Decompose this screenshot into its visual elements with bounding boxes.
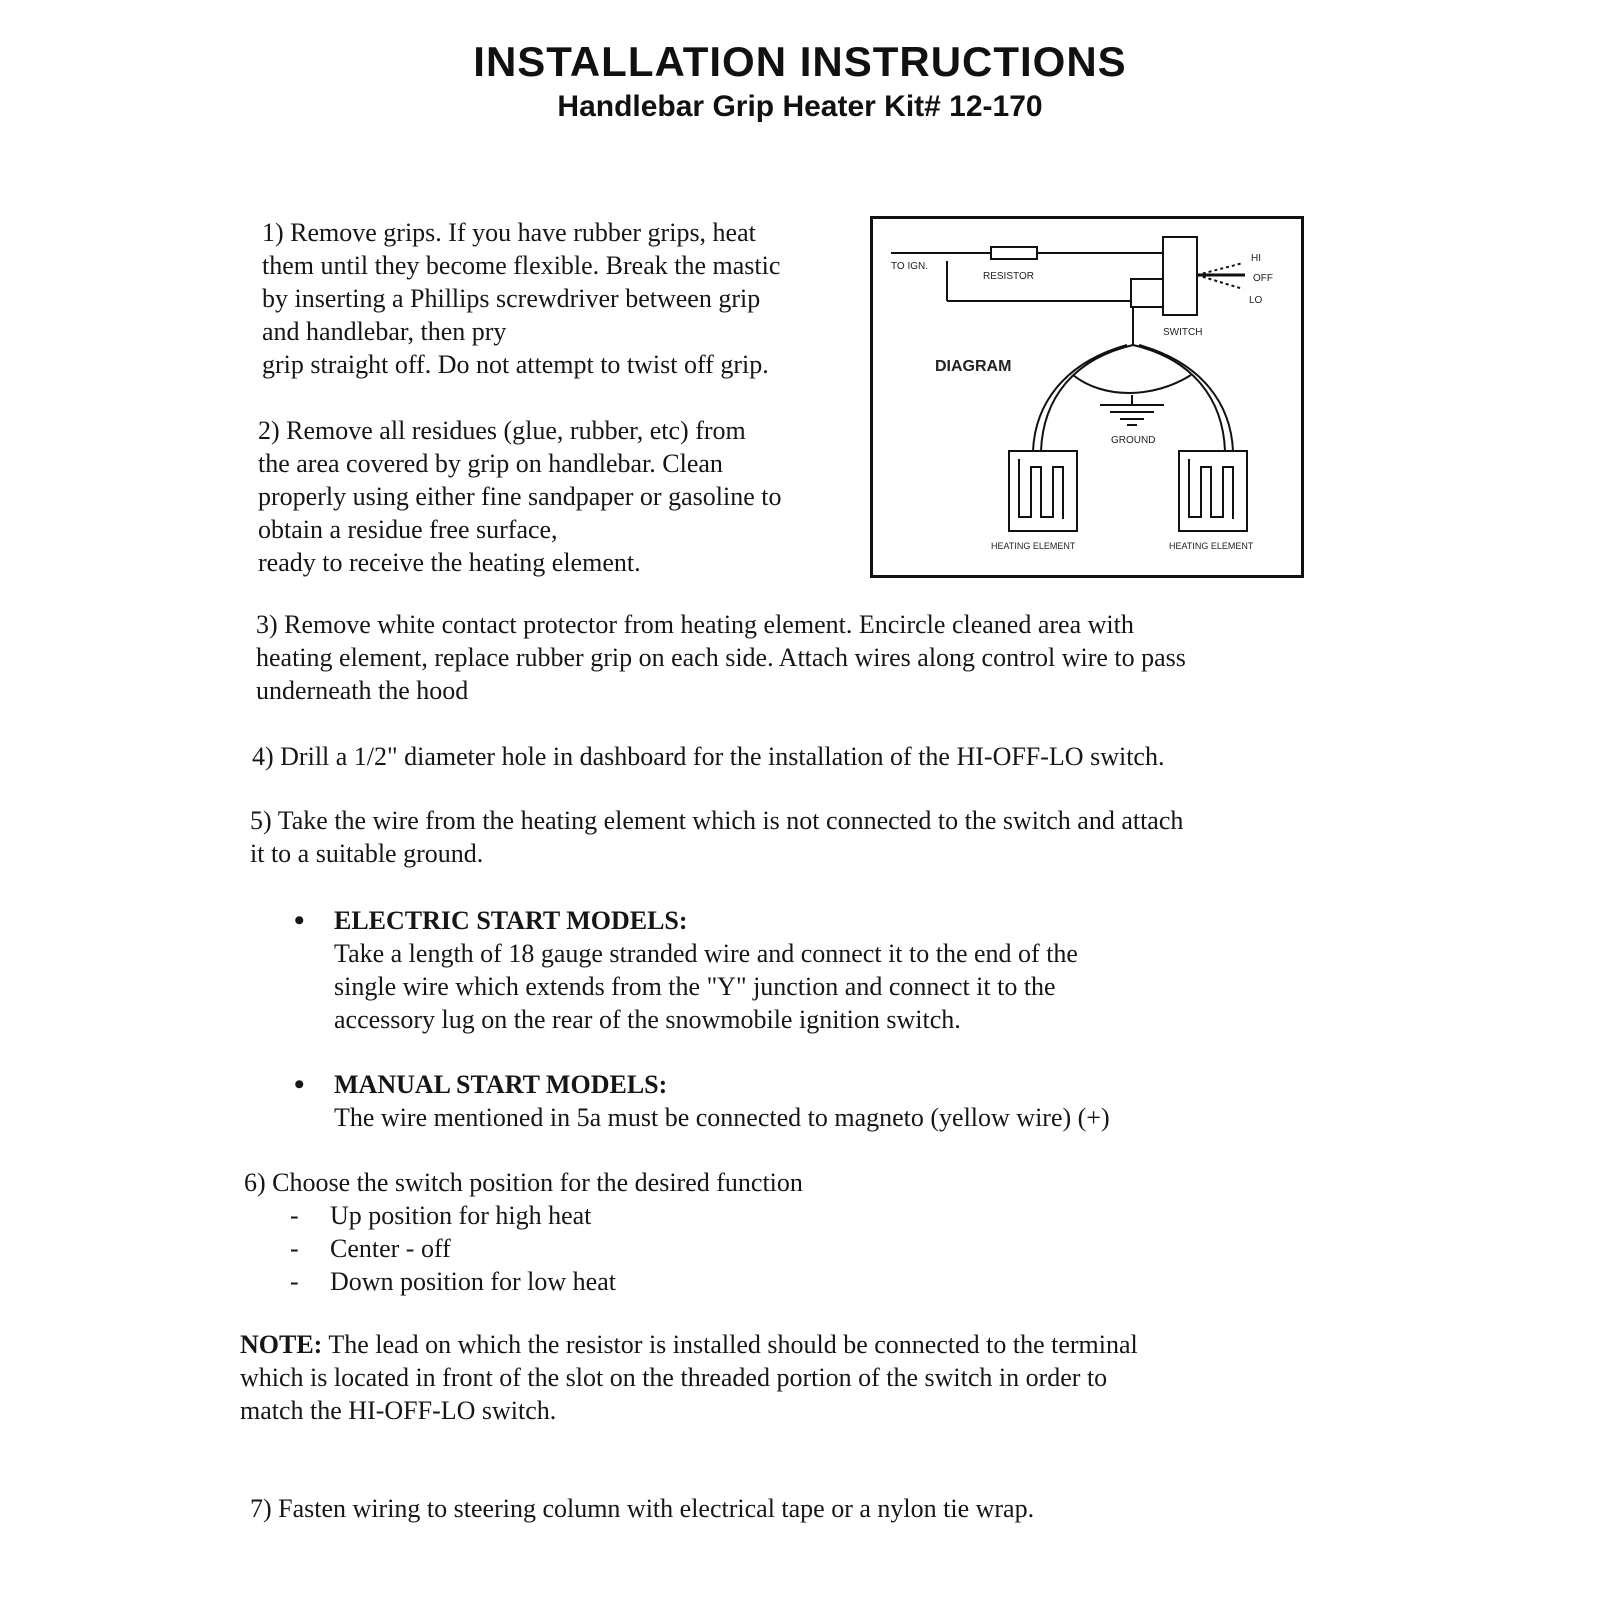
heating-element-right-label: HEATING ELEMENT (1169, 541, 1254, 551)
step-5 (250, 804, 1183, 870)
dash-mark: - (290, 1267, 299, 1296)
step-3-line: underneath the hood (256, 676, 469, 705)
note-line: match the HI-OFF-LO switch. (240, 1396, 557, 1425)
step-2-line: ready to receive the heating element. (258, 548, 641, 577)
wiring-diagram (870, 216, 1304, 578)
step-3 (256, 608, 1186, 707)
lo-label: LO (1249, 295, 1263, 306)
bullet: • (294, 1068, 305, 1101)
note-line: The lead on which the resistor is installed should be connected to the terminal (322, 1330, 1138, 1359)
note-label: NOTE: (240, 1330, 323, 1359)
step-7 (250, 1492, 1034, 1525)
step-4-line: 4) Drill a 1/2" diameter hole in dashboard for the installation of the HI-OFF-LO switch. (252, 742, 1165, 771)
step-7-line: 7) Fasten wiring to steering column with electrical tape or a nylon tie wrap. (250, 1494, 1035, 1523)
step-4 (252, 740, 1164, 773)
switch-position-text: Up position for high heat (330, 1201, 592, 1230)
step-3-line: 3) Remove white contact protector from heating element. Encircle cleaned area with (256, 610, 1134, 639)
dash-mark: - (290, 1201, 299, 1230)
electric-start-line: Take a length of 18 gauge stranded wire and connect it to the end of the (334, 939, 1078, 968)
to-ign-label: TO IGN. (891, 261, 929, 272)
step-1-line: and handlebar, then pry (262, 317, 507, 346)
step-2-line: obtain a residue free surface, (258, 515, 558, 544)
step-1-line: by inserting a Phillips screwdriver between grip (262, 284, 761, 313)
step-6 (244, 1166, 803, 1199)
resistor-symbol (991, 247, 1037, 259)
switch-symbol (1163, 237, 1197, 315)
heating-element-left-label: HEATING ELEMENT (991, 541, 1076, 551)
step-1-line: grip straight off. Do not attempt to twist off grip. (262, 350, 769, 379)
step-2-line: the area covered by grip on handlebar. Clean (258, 449, 723, 478)
ground-label: GROUND (1111, 435, 1156, 446)
step-2 (258, 414, 781, 579)
switch-label: SWITCH (1163, 327, 1203, 338)
step-2-line: 2) Remove all residues (glue, rubber, etc) from (258, 416, 746, 445)
electric-start-heading: ELECTRIC START MODELS: (334, 906, 688, 935)
note (240, 1328, 1138, 1427)
bullet: • (294, 904, 305, 937)
step-3-line: heating element, replace rubber grip on each side. Attach wires along control wire to pass (256, 643, 1186, 672)
step-2-line: properly using either fine sandpaper or gasoline to (258, 482, 782, 511)
off-label: OFF (1253, 273, 1273, 284)
electric-start-line: accessory lug on the rear of the snowmobile ignition switch. (334, 1005, 961, 1034)
diagram-label: DIAGRAM (935, 358, 1012, 375)
dash-mark: - (290, 1234, 299, 1263)
electric-start-line: single wire which extends from the "Y" junction and connect it to the (334, 972, 1056, 1001)
switch-position-text: Center - off (330, 1234, 451, 1263)
note-line: which is located in front of the slot on the threaded portion of the switch in order to (240, 1363, 1108, 1392)
step-5-line: it to a suitable ground. (250, 839, 484, 868)
manual-start-line: The wire mentioned in 5a must be connected to magneto (yellow wire) (+) (334, 1103, 1110, 1132)
switch-position-text: Down position for low heat (330, 1267, 616, 1296)
step-5-line: 5) Take the wire from the heating element which is not connected to the switch and attach (250, 806, 1184, 835)
hi-label: HI (1251, 253, 1261, 264)
page-title: INSTALLATION INSTRUCTIONS (473, 38, 1127, 85)
manual-start-heading: MANUAL START MODELS: (334, 1070, 668, 1099)
step-1 (262, 216, 780, 381)
wiring-diagram-drawing (873, 219, 1301, 575)
page-subtitle: Handlebar Grip Heater Kit# 12-170 (557, 90, 1043, 123)
step-1-line: 1) Remove grips. If you have rubber grips, heat (262, 218, 756, 247)
step-1-line: them until they become flexible. Break the mastic (262, 251, 781, 280)
step-6-intro: 6) Choose the switch position for the desired function (244, 1168, 803, 1197)
resistor-label: RESISTOR (983, 271, 1034, 282)
